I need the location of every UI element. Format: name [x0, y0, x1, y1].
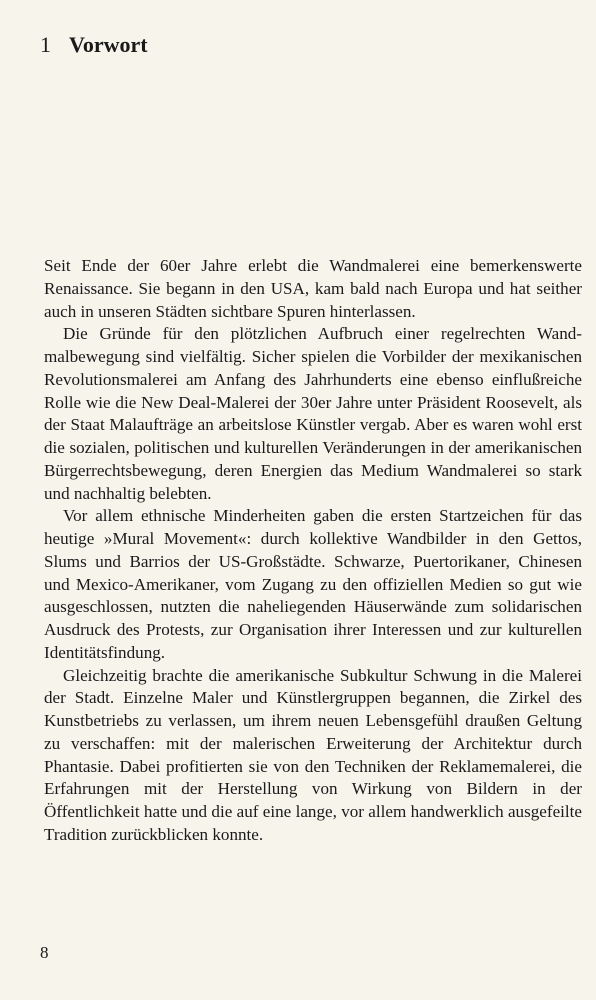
chapter-title: Vorwort [69, 32, 148, 57]
body-text [44, 255, 582, 847]
paragraph: Seit Ende der 60er Jahre erlebt die Wandmalerei eine bemerkenswerte Renaissance. Sie begann in den USA, kam bald nach Europa und hat seither auch in unseren Städten sichtbare Spuren hinterlassen. [44, 256, 582, 321]
paragraph: Vor allem ethnische Minderheiten gaben die ersten Startzeichen für das heutige »Mural Movement«: durch kollektive Wandbilder in den Gettos, Slums und Barrios der US-Großstädte. Schwarze, Puertorikaner, Chinesen und Mexico-Amerikaner, vom Zugang zu den offiziellen Medien so gut wie ausgeschlossen, nutzten die naheliegenden Häuserwände zum solidarischen Ausdruck des Protests, zur Organisation ihrer Interessen und zur kulturellen Identitätsfindung. [44, 506, 582, 662]
paragraph: Die Gründe für den plötzlichen Aufbruch einer regelrechten Wandmalbewegung sind vielfältig. Sicher spielen die Vorbilder der mexikanischen Revolutionsmalerei am Anfang des Jahrhunderts eine ebenso einflußreiche Rolle wie die New Deal-Malerei der 30er Jahre unter Präsident Roosevelt, als der Staat Malaufträge an arbeitslose Künstler vergab. Aber es waren wohl erst die sozialen, politischen und kulturellen Veränderungen in der amerikanischen Bürgerrechtsbewegung, deren Energien das Medium Wandmalerei so stark und nachhaltig belebten. [44, 324, 582, 503]
page-number: 8 [40, 943, 49, 962]
chapter-number: 1 [40, 32, 51, 57]
chapter-heading [40, 30, 148, 60]
paragraph: Gleichzeitig brachte die amerikanische Subkultur Schwung in die Malerei der Stadt. Einzelne Maler und Künstlergruppen begannen, die Zirkel des Kunstbetriebs zu verlassen, um ihrem neuen Lebensgefühl draußen Geltung zu verschaffen: mit der malerischen Erweiterung der Architektur durch Phantasie. Dabei profitierten sie von den Techniken der Reklamemalerei, die Erfahrungen mit der Herstellung von Wirkung von Bildern in der Öffentlichkeit hatte und die auf eine lange, vor allem handwerklich ausgefeilte Tradition zurückblicken konnte. [44, 665, 582, 844]
